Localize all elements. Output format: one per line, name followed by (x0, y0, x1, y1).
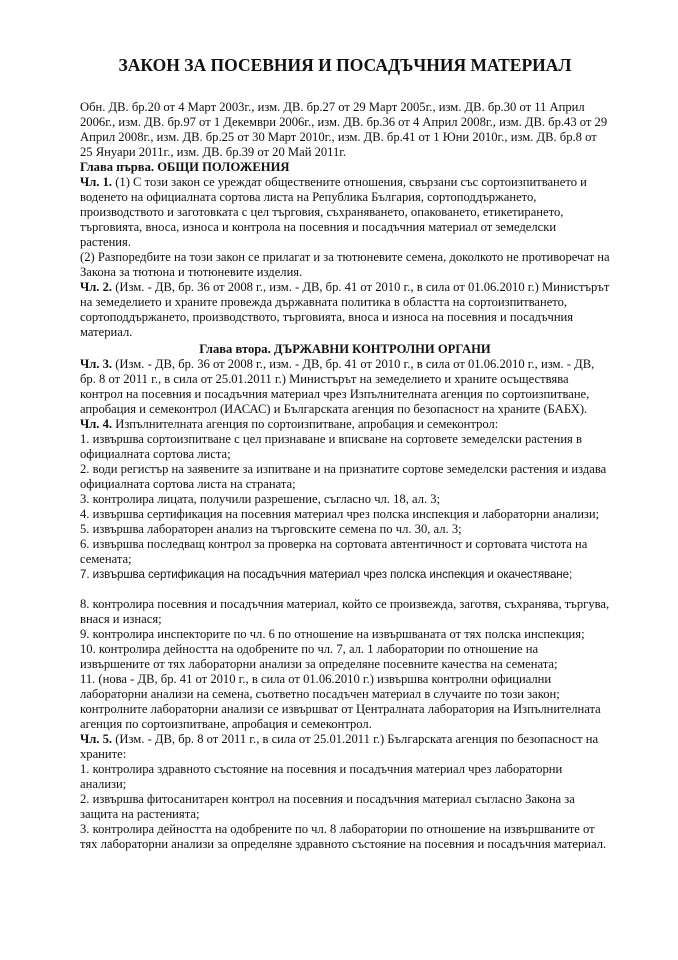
article-4-item-8: 8. контролира посевния и посадъчния материал, който се произвежда, заготвя, съхранява, търгува, внася и изнася; (80, 597, 610, 626)
article-4-item-7: 7. извършва сертификация на посадъчния материал чрез полска инспекция и окачестяване; (80, 568, 573, 581)
article-4-item-4: 4. извършва сертификация на посевния материал чрез полска инспекция и лабораторни анализи; (80, 507, 600, 521)
article-4-item-1: 1. извършва сортоизпитване с цел признаване и вписване на сортовете земеделски растения в официалната сортова листа; (80, 432, 582, 461)
law-title: ЗАКОН ЗА ПОСЕВНИЯ И ПОСАДЪЧНИЯ МАТЕРИАЛ (118, 55, 572, 75)
document-page (80, 54, 610, 852)
article-4-label: Чл. 4. (80, 417, 113, 431)
article-1-para-1 (80, 175, 610, 250)
article-4-intro-text: Изпълнителната агенция по сортоизпитване, апробация и семеконтрол: (115, 417, 499, 431)
article-4-item-5: 5. извършва лабораторен анализ на търговските семена по чл. 30, ал. 3; (80, 522, 462, 536)
article-3 (80, 357, 610, 417)
article-4-intro (80, 417, 610, 432)
article-5-item-3: 3. контролира дейността на одобрените по чл. 8 лаборатории по отношение на извършваните от тях лабораторни анализи за определяне здравното състояние на посевния и посадъчния материал. (80, 822, 607, 851)
article-5-label: Чл. 5. (80, 732, 113, 746)
article-4-item-3: 3. контролира лицата, получили разрешение, съгласно чл. 18, ал. 3; (80, 492, 441, 506)
article-1-para-2: (2) Разпоредбите на този закон се прилагат и за тютюневите семена, доколкото не противоречат на Закона за тютюна и тютюневите изделия. (80, 250, 610, 279)
article-3-label: Чл. 3. (80, 357, 113, 371)
article-4-item-2: 2. води регистър на заявените за изпитване и на признатите сортове земеделски растения и издава официалната сортова листа на страната; (80, 462, 607, 491)
chapter-1-heading: Глава първа. ОБЩИ ПОЛОЖЕНИЯ (80, 160, 290, 174)
article-1-para-1-text: (1) С този закон се уреждат обществените отношения, свързани със сортоизпитването и воденето на официалната сортова листа на Република България, сортоподдържането, производството и заготовката с цел търговия, съхраняването, опаковането, етикетирането, търговията, вноса, износа и контрола на посевния и посадъчния материал от земеделски растения. (80, 175, 587, 249)
article-5-intro-text: (Изм. - ДВ, бр. 8 от 2011 г., в сила от 25.01.2011 г.) Българската агенция по безопасност на храните: (80, 732, 599, 761)
article-2 (80, 280, 610, 340)
article-4-item-6: 6. извършва последващ контрол за проверка на сортовата автентичност и сортовата чистота на семената; (80, 537, 588, 566)
article-2-label: Чл. 2. (80, 280, 113, 294)
article-3-text: (Изм. - ДВ, бр. 36 от 2008 г., изм. - ДВ, бр. 41 от 2010 г., в сила от 01.06.2010 г., изм. - ДВ, бр. 8 от 2011 г., в сила от 25.01.2011 г.) Министърът на земеделието и храните осъществява контрол на посевния и посадъчния материал чрез Изпълнителната агенция по сортоизпитване, апробация и семеконтрол (ИАСАС) и Българската агенция по безопасност на храните (БАБХ). (80, 357, 595, 416)
article-4-item-10: 10. контролира дейността на одобрените по чл. 7, ал. 1 лаборатории по отношение на извършените от тях лабораторни анализи за определяне посевните качества на семената; (80, 642, 558, 671)
article-5-intro (80, 732, 610, 762)
article-2-text: (Изм. - ДВ, бр. 36 от 2008 г., изм. - ДВ, бр. 41 от 2010 г., в сила от 01.06.2010 г.) Министърът на земеделието и храните провежда държавната политика в областта на сортоизпитването, сортоподдържането, производството, търговията, вноса и износа на посевния и посадъчния материал. (80, 280, 610, 339)
article-1-label: Чл. 1. (80, 175, 113, 189)
blank-gap (80, 582, 610, 597)
promulgation-note: Обн. ДВ. бр.20 от 4 Март 2003г., изм. ДВ. бр.27 от 29 Март 2005г., изм. ДВ. бр.30 от 11 Април 2006г., изм. ДВ. бр.97 от 1 Декември 2006г., изм. ДВ. бр.36 от 4 Април 2008г., изм. ДВ. бр.43 от 29 Април 2008г., изм. ДВ. бр.25 от 30 Март 2010г., изм. ДВ. бр.41 от 1 Юни 2010г., изм. ДВ. бр.8 от 25 Януари 2011г., изм. ДВ. бр.39 от 20 Май 2011г. (80, 100, 608, 159)
chapter-2-heading: Глава втора. ДЪРЖАВНИ КОНТРОЛНИ ОРГАНИ (199, 342, 491, 356)
article-4-item-11: 11. (нова - ДВ, бр. 41 от 2010 г., в сила от 01.06.2010 г.) извършва контролни официални лабораторни анализи на семена, съответно посадъчен материал в случаите по този закон; контролните лабораторни анализи се извършват от Централната лаборатория на Изпълнителната агенция по сортоизпитване, апробация и семеконтрол. (80, 672, 601, 731)
article-5-item-2: 2. извършва фитосанитарен контрол на посевния и посадъчния материал съгласно Закона за защита на растенията; (80, 792, 575, 821)
article-4-item-9: 9. контролира инспекторите по чл. 6 по отношение на извършваната от тях полска инспекция; (80, 627, 585, 641)
article-5-item-1: 1. контролира здравното състояние на посевния и посадъчния материал чрез лабораторни анализи; (80, 762, 563, 791)
